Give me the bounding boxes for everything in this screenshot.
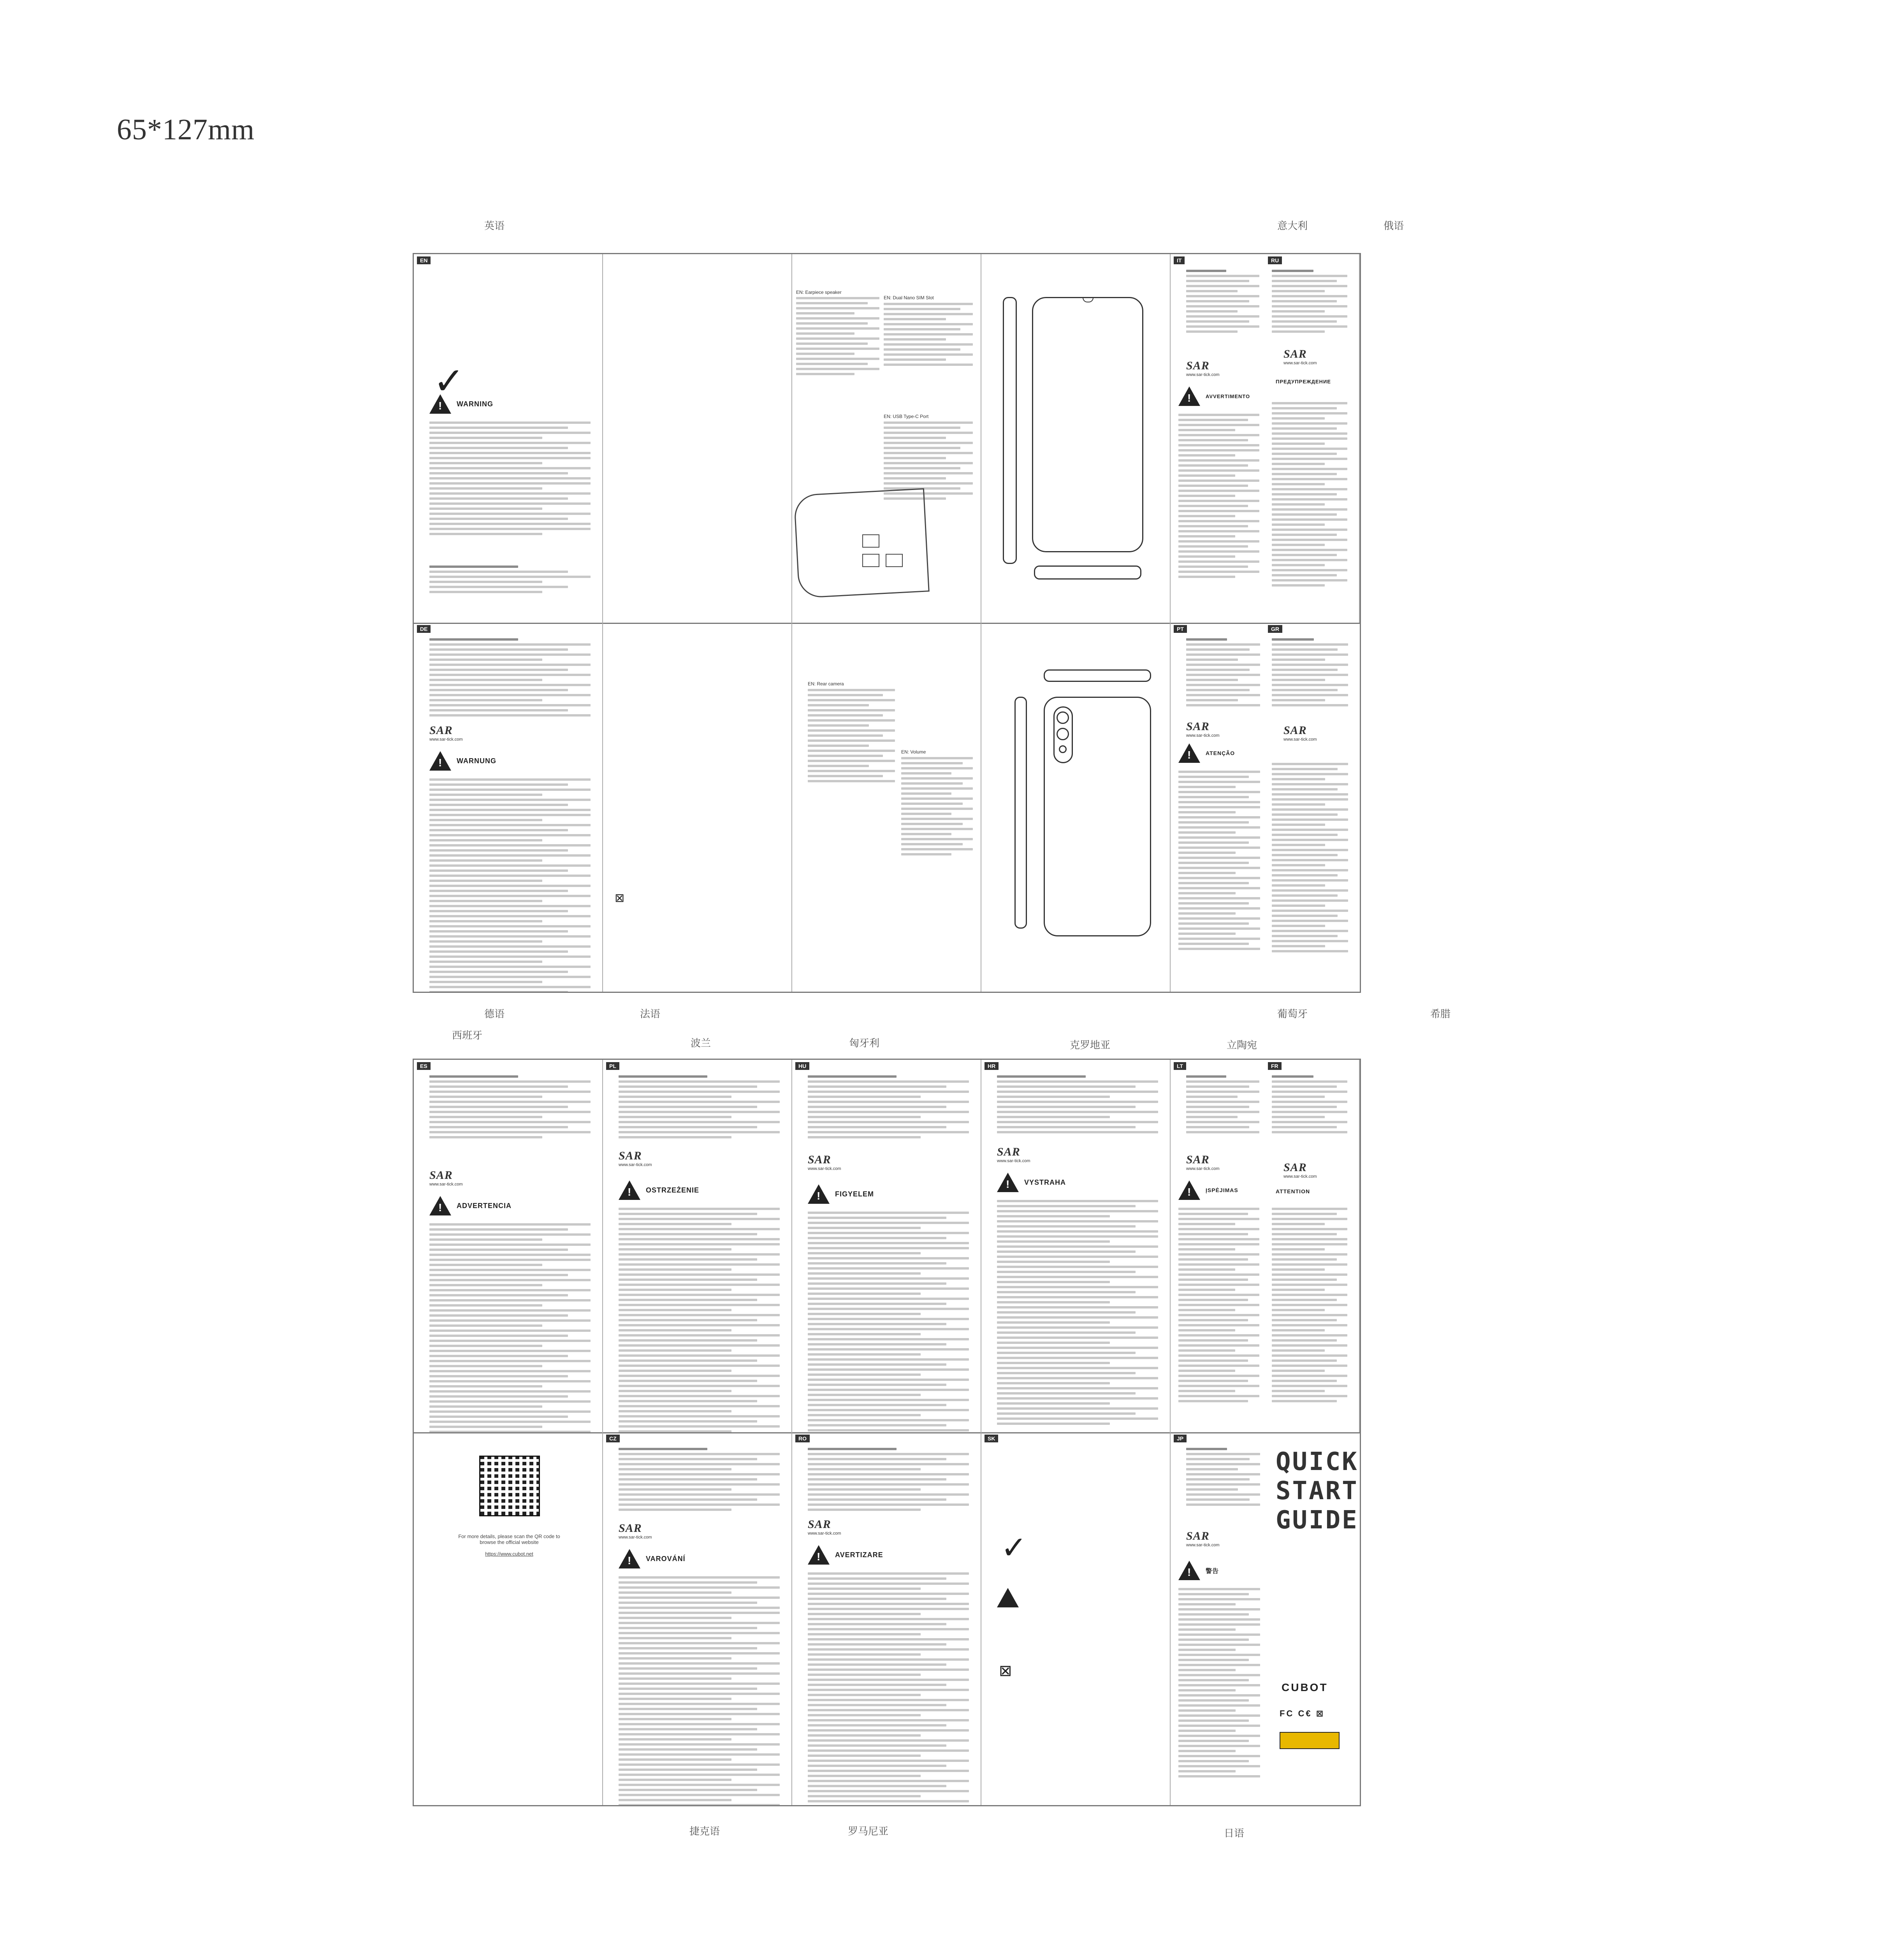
lang-tag-lt: LT	[1174, 1062, 1186, 1070]
lang-tag-nl: FR	[1268, 1062, 1282, 1070]
caption-ru: 俄语	[1383, 220, 1404, 232]
hr-warning-text	[997, 1200, 1158, 1428]
panel-es	[414, 1060, 603, 1432]
advertencia-heading: ! ADVERTENCIA	[429, 1196, 512, 1215]
ru-intro-text	[1272, 270, 1347, 335]
cover-title-start: START	[1276, 1477, 1359, 1505]
rear-camera-translations	[808, 689, 895, 785]
usb-label: EN: USB Type-C Port	[884, 414, 929, 419]
caption-el: 希腊	[1430, 1008, 1450, 1020]
caption-ro: 罗马尼亚	[847, 1826, 888, 1837]
lang-tag-es: ES	[417, 1062, 431, 1070]
hu-warning-text	[808, 1212, 969, 1432]
lang-tag-en: EN	[417, 256, 431, 264]
rear-camera-label: EN: Rear camera	[808, 681, 844, 687]
sar-logo-es: SAR www.sar-tick.com	[429, 1169, 463, 1187]
el-warning-text	[1272, 763, 1348, 955]
es-intro-text	[429, 1075, 591, 1141]
speaker-label-translations	[796, 297, 879, 378]
check-mark-icon: ✓	[433, 360, 465, 402]
lt-intro-text	[1186, 1075, 1259, 1136]
sar-logo-jp: SAR www.sar-tick.com	[1186, 1530, 1220, 1547]
caption-en: 英语	[484, 220, 505, 232]
caption-pl: 波兰	[690, 1038, 711, 1049]
bottom-sheet	[413, 1059, 1361, 1806]
varovani-heading: ! VAROVÁNÍ	[619, 1549, 686, 1568]
warning-text-block	[429, 422, 591, 538]
sar-logo-nl: SAR www.sar-tick.com	[1283, 1161, 1317, 1179]
warning-triangle-icon	[429, 751, 451, 771]
lang-tag-ro: RO	[795, 1435, 810, 1442]
panel-sk	[981, 1432, 1171, 1805]
lang-tag-cz: CZ	[606, 1435, 620, 1442]
preduprezhdenie-heading: ПРЕДУПРЕЖДЕНИЕ	[1276, 379, 1331, 385]
caption-lt: 立陶宛	[1226, 1040, 1257, 1051]
camera-lens-icon	[1057, 728, 1069, 740]
check-mark-icon: ✓	[1001, 1530, 1027, 1565]
recycling-badge-icon	[1280, 1732, 1340, 1749]
warnung-heading: ! WARNUNG	[429, 751, 496, 771]
de-intro-text	[429, 638, 591, 719]
flash-icon	[1059, 745, 1067, 753]
lang-tag-pl: PL	[606, 1062, 619, 1070]
phone-side-view	[1003, 297, 1017, 564]
ru-warning-text	[1272, 402, 1347, 589]
dimension-label: 65*127mm	[117, 113, 255, 146]
warning-triangle-icon	[619, 1549, 640, 1568]
sar-logo-de: SAR www.sar-tick.com	[429, 724, 463, 742]
es-warning-text	[429, 1223, 591, 1432]
panel-hr	[981, 1060, 1171, 1432]
warning-triangle-icon	[808, 1545, 830, 1565]
lang-tag-de: DE	[417, 625, 431, 633]
keikoku-heading: ! 警告	[1178, 1561, 1219, 1580]
hu-intro-text	[808, 1075, 969, 1141]
lang-tag-hr: HR	[985, 1062, 999, 1070]
panel-ro	[792, 1432, 981, 1805]
panel-hu	[792, 1060, 981, 1432]
sar-logo-el: SAR www.sar-tick.com	[1283, 724, 1317, 742]
sim-card-icon	[862, 554, 879, 567]
ro-intro-text	[808, 1448, 969, 1514]
caption-hu: 匈牙利	[849, 1038, 879, 1049]
warning-heading: ! WARNING	[429, 394, 493, 414]
panel-jp-cover	[1171, 1432, 1360, 1805]
lang-tag-ru: RU	[1268, 256, 1282, 264]
it-warning-text	[1178, 414, 1259, 581]
jp-intro-text	[1186, 1448, 1260, 1509]
panel-de	[414, 623, 603, 992]
nl-warning-text	[1272, 1208, 1347, 1405]
sar-logo-hu: SAR www.sar-tick.com	[808, 1153, 841, 1171]
caption-de: 德语	[484, 1008, 505, 1020]
panel-en-warning	[414, 254, 603, 623]
caption-hr: 克罗地亚	[1069, 1040, 1110, 1051]
panel-phone-labels-rear	[792, 623, 981, 992]
warning-triangle-icon	[619, 1180, 640, 1200]
panel-phone-front	[981, 254, 1171, 623]
lang-tag-jp: JP	[1174, 1435, 1187, 1442]
warning-triangle-icon	[429, 1196, 451, 1215]
pt-intro-text	[1186, 638, 1260, 709]
lang-tag-el: GR	[1268, 625, 1282, 633]
qr-code[interactable]	[479, 1456, 540, 1516]
warning-triangle-icon	[1178, 743, 1200, 763]
sar-logo-pt: SAR www.sar-tick.com	[1186, 720, 1220, 738]
warning-triangle-icon	[997, 1588, 1019, 1607]
caption-jp: 日语	[1224, 1828, 1244, 1839]
panel-blank-2	[603, 623, 792, 992]
pt-warning-text	[1178, 771, 1260, 953]
cover-title-quick: QUICK	[1276, 1447, 1359, 1476]
caption-pt: 葡萄牙	[1277, 1008, 1308, 1020]
recycle-bin-icon: ⊠	[615, 892, 625, 905]
jp-warning-text	[1178, 1588, 1260, 1780]
panel-it-ru	[1171, 254, 1360, 623]
lang-tag-pt: PT	[1174, 625, 1187, 633]
phone-top-view	[1044, 669, 1151, 682]
sim-tray-illustration	[793, 488, 929, 598]
cubot-logo: CUBOT	[1282, 1681, 1328, 1693]
cz-intro-text	[619, 1448, 780, 1514]
sim-card-icon	[886, 554, 903, 567]
caption-fr: 法语	[640, 1008, 660, 1020]
sar-logo-ru: SAR www.sar-tick.com	[1283, 348, 1317, 365]
panel-cz	[603, 1432, 792, 1805]
sim-label-translations	[884, 303, 973, 369]
el-intro-text	[1272, 638, 1348, 709]
sim-card-icon	[862, 534, 879, 548]
sar-logo-pl: SAR www.sar-tick.com	[619, 1149, 652, 1167]
sar-logo-lt: SAR www.sar-tick.com	[1186, 1153, 1220, 1171]
panel-lt-nl	[1171, 1060, 1360, 1432]
certification-marks: FC C€ ⊠	[1280, 1709, 1325, 1718]
top-sheet	[413, 253, 1361, 993]
caption-cz: 捷克语	[689, 1826, 720, 1837]
avertizare-heading: ! AVERTIZARE	[808, 1545, 883, 1565]
lang-tag-sk: SK	[985, 1435, 998, 1442]
attention-heading: ATTENTION	[1276, 1188, 1310, 1194]
manufacturer-text-block	[429, 566, 591, 596]
warning-triangle-icon	[808, 1184, 830, 1204]
lang-tag-it: IT	[1174, 256, 1185, 264]
cz-warning-text	[619, 1576, 780, 1805]
dual-sim-label: EN: Dual Nano SIM Slot	[884, 295, 934, 300]
phone-front-view	[1032, 297, 1143, 552]
pl-warning-text	[619, 1208, 780, 1432]
warning-triangle-icon	[997, 1173, 1019, 1192]
ostrzezenie-heading: ! OSTRZEŻENIE	[619, 1180, 699, 1200]
cover-title-guide: GUIDE	[1276, 1506, 1359, 1535]
warning-triangle-icon	[1178, 1561, 1200, 1580]
avvertimento-heading: ! AVVERTIMENTO	[1178, 386, 1250, 406]
camera-lens-icon	[1057, 711, 1069, 724]
panel-phone-rear	[981, 623, 1171, 992]
panel-phone-labels-front	[792, 254, 981, 623]
panel-pl	[603, 1060, 792, 1432]
sar-logo-cz: SAR www.sar-tick.com	[619, 1522, 652, 1540]
de-warning-text	[429, 778, 591, 992]
phone-bottom-view	[1034, 566, 1141, 580]
panel-pt-el	[1171, 623, 1360, 992]
warning-triangle-icon	[429, 394, 451, 414]
ro-warning-text	[808, 1572, 969, 1805]
sar-logo-ro: SAR www.sar-tick.com	[808, 1518, 841, 1536]
volume-translations	[901, 757, 973, 858]
caption-it: 意大利	[1277, 220, 1308, 232]
recycle-bin-icon: ⊠	[999, 1662, 1012, 1679]
atencao-heading: ! ATENÇÃO	[1178, 743, 1235, 763]
vystraha-heading: ! VYSTRAHA	[997, 1173, 1066, 1192]
lt-warning-text	[1178, 1208, 1259, 1405]
panel-qr	[414, 1432, 603, 1805]
hr-intro-text	[997, 1075, 1158, 1136]
qr-note: For more details, please scan the QR code to browse the official website	[458, 1533, 560, 1545]
pl-intro-text	[619, 1075, 780, 1141]
phone-side-view	[1014, 697, 1027, 929]
ispejimas-heading: ! ĮSPĖJIMAS	[1178, 1180, 1238, 1200]
figyelem-heading: ! FIGYELEM	[808, 1184, 874, 1204]
panel-blank-1	[603, 254, 792, 623]
volume-label: EN: Volume	[901, 749, 926, 755]
warning-triangle-icon	[1178, 386, 1200, 406]
nl-intro-text	[1272, 1075, 1347, 1136]
qr-url[interactable]: https://www.cubot.net	[485, 1551, 533, 1557]
sar-logo-hr: SAR www.sar-tick.com	[997, 1145, 1030, 1163]
warning-triangle-icon	[1178, 1180, 1200, 1200]
it-intro-text	[1186, 270, 1259, 335]
lang-tag-hu: HU	[795, 1062, 809, 1070]
sar-logo-it: SAR www.sar-tick.com	[1186, 359, 1220, 377]
caption-es: 西班牙	[452, 1030, 482, 1041]
speaker-label: EN: Earpiece speaker	[796, 290, 842, 295]
